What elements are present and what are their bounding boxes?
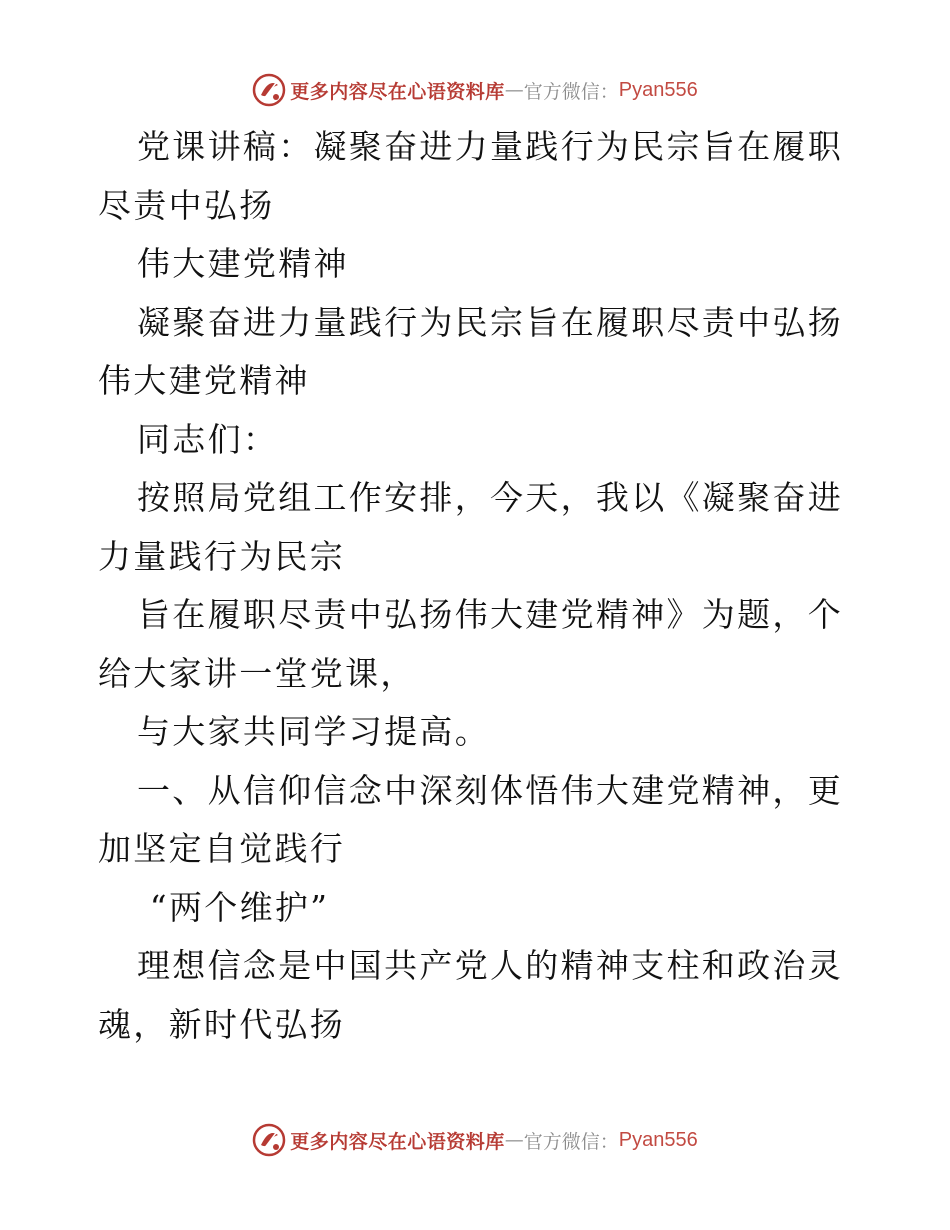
footer-promo-text: 更多内容尽在心语资料库: [290, 1130, 505, 1153]
header-banner: [0, 70, 950, 110]
header-wechat-id: Pyan556: [618, 78, 698, 101]
paragraph: 旨在履职尽责中弘扬伟大建党精神》为题，个给大家讲一堂党课，: [98, 595, 843, 693]
paragraph: 理想信念是中国共产党人的精神支柱和政治灵魂，新时代弘扬: [98, 946, 843, 1044]
header-dash: —: [504, 79, 524, 101]
paragraph: 一、从信仰信念中深刻体悟伟大建党精神，更加坚定自觉践行: [98, 770, 843, 868]
paragraph: 伟大建党精神: [137, 244, 349, 283]
paragraph: 同志们：: [137, 419, 279, 459]
paragraph: 凝聚奋进力量践行为民宗旨在履职尽责中弘扬伟大建党精神: [98, 302, 843, 400]
paragraph: 按照局党组工作安排，今天，我以《凝聚奋进力量践行为民宗: [98, 478, 843, 576]
footer-dash: —: [504, 1129, 524, 1151]
header-wechat-label: 官方微信：: [523, 80, 619, 103]
logo-icon: [252, 1123, 286, 1157]
document-body: [98, 118, 858, 1054]
logo-icon: [252, 73, 286, 107]
footer-wechat-id: Pyan556: [618, 1128, 698, 1151]
footer-banner: [0, 1120, 950, 1160]
paragraph: 与大家共同学习提高。: [137, 712, 490, 751]
paragraph: “两个维护”: [137, 887, 330, 927]
footer-wechat-label: 官方微信：: [523, 1130, 619, 1153]
header-promo-text: 更多内容尽在心语资料库: [290, 80, 505, 103]
paragraph: 党课讲稿：凝聚奋进力量践行为民宗旨在履职尽责中弘扬: [98, 127, 843, 225]
